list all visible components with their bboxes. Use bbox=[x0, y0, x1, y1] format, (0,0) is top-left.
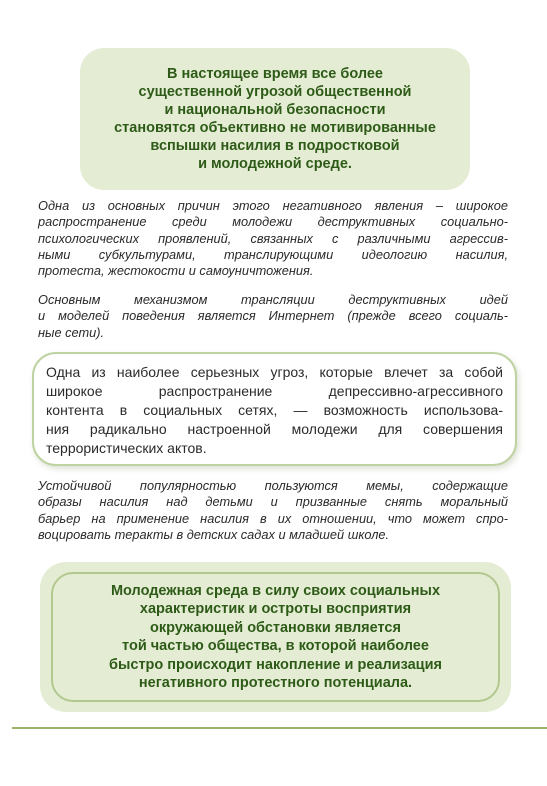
p1-line-5: протеста, жестокости и самоуничтожения. bbox=[38, 263, 314, 279]
paragraph-mechanism bbox=[38, 292, 508, 341]
top-line-2: существенной угрозой общественной bbox=[138, 84, 412, 100]
paragraph-causes bbox=[38, 198, 508, 279]
top-line-4: становятся объективно не мотивированные bbox=[114, 120, 436, 136]
p2-line-1: Основным механизмом трансляции деструктивных идей bbox=[38, 292, 508, 307]
bottom-highlight-text bbox=[109, 582, 442, 693]
bottom-line-6: негативного протестного потенциала. bbox=[138, 675, 413, 691]
middle-outlined-box bbox=[32, 352, 517, 466]
bottom-line-1: Молодежная среда в силу своих социальных bbox=[110, 582, 441, 599]
top-line-5: вспышки насилия в подростковой bbox=[150, 138, 400, 154]
paragraph-memes bbox=[38, 478, 508, 543]
top-highlight-text bbox=[114, 65, 436, 173]
top-line-1: В настоящее время все более bbox=[167, 66, 383, 82]
mid-line-5: террористических актов. bbox=[46, 440, 207, 456]
mid-line-4: ния радикально настроенной молодежи для совершения bbox=[46, 421, 503, 437]
bottom-highlight-box bbox=[51, 572, 500, 702]
bottom-line-4: той частью общества, в которой наиболее bbox=[122, 638, 429, 654]
p1-line-1: Одна из основных причин этого негативного явления – широкое bbox=[38, 198, 508, 213]
p1-line-3: психологических проявлений, связанных с различными агрессив- bbox=[38, 230, 508, 246]
mid-line-3: контента в социальных сетях, — возможность использова- bbox=[46, 402, 503, 418]
p4-line-4: воцировать теракты в детских садах и младшей школе. bbox=[38, 526, 390, 542]
middle-box-text bbox=[46, 363, 503, 458]
bottom-line-3: окружающей обстановки является bbox=[150, 619, 401, 636]
p4-line-3: барьер на применение насилия в их отношении, что может спро- bbox=[38, 510, 508, 526]
footer-divider bbox=[12, 727, 547, 729]
bottom-line-2: характеристик и остроты восприятия bbox=[139, 601, 412, 617]
p4-line-2: образы насилия над детьми и призванные снять моральный bbox=[38, 494, 508, 510]
mid-line-2: широкое распространение депрессивно-агрессивного bbox=[46, 383, 503, 399]
mid-line-1: Одна из наиболее серьезных угроз, которые влечет за собой bbox=[46, 364, 503, 380]
p1-line-2: распространение среди молодежи деструктивных социально- bbox=[38, 214, 508, 230]
p2-line-2: и моделей поведения является Интернет (прежде всего социаль- bbox=[38, 308, 508, 324]
top-line-3: и национальной безопасности bbox=[164, 102, 386, 118]
bottom-line-5: быстро происходит накопление и реализация bbox=[109, 656, 442, 673]
p1-line-4: ными субкультурами, транслирующими идеологию насилия, bbox=[38, 246, 508, 262]
p2-line-3: ные сети). bbox=[38, 324, 105, 340]
p4-line-1: Устойчивой популярностью пользуются мемы, содержащие bbox=[38, 478, 508, 493]
top-line-6: и молодежной среде. bbox=[198, 156, 352, 172]
top-highlight-box bbox=[80, 48, 470, 190]
